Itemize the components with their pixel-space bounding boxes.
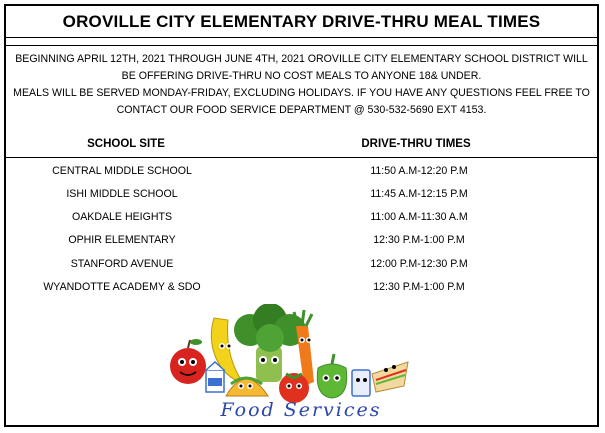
table-row (6, 188, 597, 204)
apple-icon (170, 339, 206, 384)
row-school-site: OPHIR ELEMENTARY (68, 234, 176, 246)
milk-glass-icon (352, 370, 370, 396)
row-drive-thru-time: 12:30 P.M-1:00 P.M (373, 234, 465, 246)
page-title: OROVILLE CITY ELEMENTARY DRIVE-THRU MEAL TIMES (62, 12, 541, 31)
header-drive-thru-times: DRIVE-THRU TIMES (361, 138, 471, 150)
intro-line-4: CONTACT OUR FOOD SERVICE DEPARTMENT @ 530-532-5690 EXT 4153. (116, 104, 487, 116)
table-row (6, 165, 597, 181)
header-school-site: SCHOOL SITE (87, 138, 165, 150)
intro-line-3: MEALS WILL BE SERVED MONDAY-FRIDAY, EXCLUDING HOLIDAYS. IF YOU HAVE ANY QUESTIONS FEEL FREE TO (13, 87, 590, 99)
row-school-site: STANFORD AVENUE (70, 258, 174, 270)
row-drive-thru-time: 12:30 P.M-1:00 P.M (373, 281, 465, 293)
intro-text (10, 51, 593, 119)
row-drive-thru-time: 11:45 A.M-12:15 P.M (370, 188, 468, 200)
sandwich-icon (372, 362, 408, 392)
title-rule-top (6, 37, 597, 38)
row-school-site: WYANDOTTE ACADEMY & SDO (43, 281, 201, 293)
food-services-caption: Food Services (220, 399, 382, 421)
row-drive-thru-time: 12:00 P.M-12:30 P.M (370, 258, 468, 270)
intro-line-1: BEGINNING APRIL 12TH, 2021 THROUGH JUNE 4TH, 2021 OROVILLE CITY ELEMENTARY SCHOOL DISTRICT WILL (15, 53, 588, 65)
row-drive-thru-time: 11:50 A.M-12:20 P.M (370, 165, 468, 177)
table-row (6, 211, 597, 227)
row-drive-thru-time: 11:00 A.M-11:30 A.M (370, 211, 468, 223)
row-school-site: CENTRAL MIDDLE SCHOOL (52, 165, 192, 177)
table-row (6, 258, 597, 274)
row-school-site: OAKDALE HEIGHTS (71, 211, 173, 223)
row-school-site: ISHI MIDDLE SCHOOL (66, 188, 178, 200)
header-rule (6, 157, 597, 158)
flyer-frame (4, 4, 599, 427)
pepper-icon (317, 354, 346, 398)
table-row (6, 234, 597, 250)
intro-line-2: BE OFFERING DRIVE-THRU NO COST MEALS TO ANYONE 18& UNDER. (121, 70, 482, 82)
table-row (6, 281, 597, 297)
food-services-logo (136, 304, 466, 422)
title-rule-bottom (6, 45, 597, 46)
